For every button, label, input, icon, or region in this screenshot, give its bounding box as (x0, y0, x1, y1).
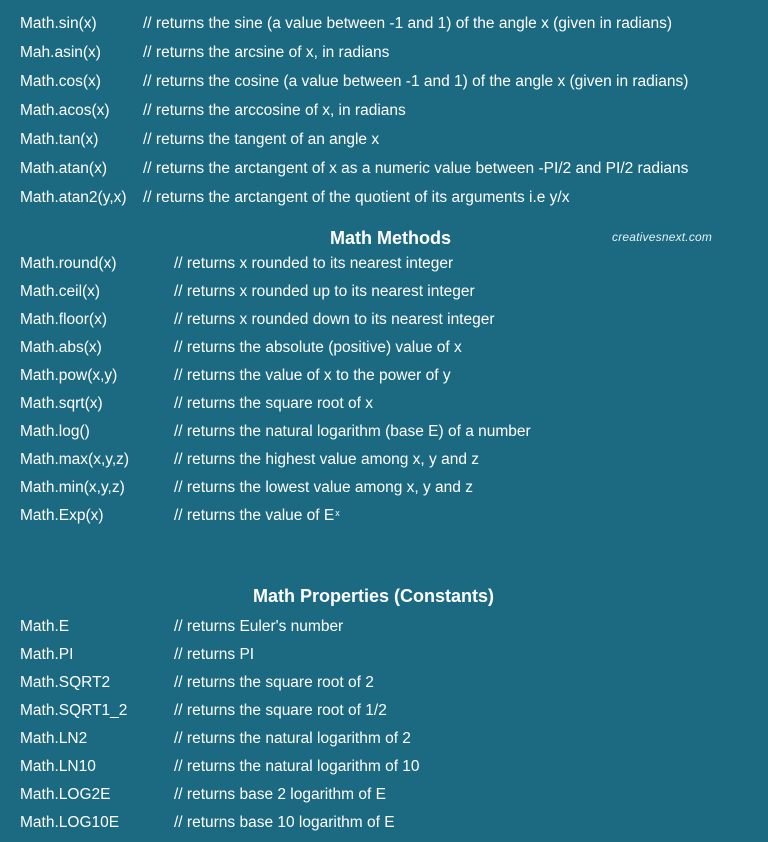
function-description: // returns the sine (a value between -1 and 1) of the angle x (given in radians) (143, 15, 673, 32)
property-name: Math.LN10 (20, 758, 96, 775)
section-title-math-properties: Math Properties (Constants) (253, 586, 495, 606)
function-name: Math.floor(x) (20, 311, 107, 328)
function-name: Math.cos(x) (20, 73, 101, 90)
property-description: // returns base 10 logarithm of E (174, 814, 395, 831)
function-description (174, 505, 340, 527)
function-description: // returns the highest value among x, y and z (174, 451, 480, 468)
function-name: Math.round(x) (20, 255, 117, 272)
function-description: // returns the arctangent of x as a numeric value between -PI/2 and PI/2 radians (143, 160, 689, 177)
function-name: Math.acos(x) (20, 102, 110, 119)
function-name: Math.abs(x) (20, 339, 102, 356)
watermark: creativesnext.com (612, 230, 713, 244)
function-name: Math.log() (20, 423, 90, 440)
function-name: Math.sin(x) (20, 15, 97, 32)
property-name: Math.PI (20, 646, 74, 663)
property-name: Math.LOG2E (20, 786, 111, 803)
function-name: Math.atan2(y,x) (20, 189, 127, 206)
section-title-math-methods: Math Methods (330, 228, 451, 248)
function-name: Math.pow(x,y) (20, 367, 118, 384)
function-name: Math.Exp(x) (20, 507, 104, 524)
property-name: Math.LN2 (20, 730, 88, 747)
function-name: Math.max(x,y,z) (20, 451, 130, 468)
exponent: x (335, 508, 340, 518)
property-name: Math.SQRT2 (20, 674, 111, 691)
function-description: // returns the absolute (positive) value of x (174, 339, 462, 356)
function-description: // returns x rounded up to its nearest integer (174, 283, 475, 300)
function-name: Math.min(x,y,z) (20, 479, 125, 496)
function-description: // returns the arctangent of the quotient of its arguments i.e y/x (143, 189, 570, 206)
property-name: Math.SQRT1_2 (20, 702, 128, 719)
function-name: Math.sqrt(x) (20, 395, 103, 412)
function-description: // returns the arcsine of x, in radians (143, 44, 390, 61)
property-description: // returns base 2 logarithm of E (174, 786, 386, 803)
function-name: Mah.asin(x) (20, 44, 101, 61)
property-name: Math.E (20, 618, 70, 635)
property-description: // returns Euler's number (174, 618, 344, 635)
property-description: // returns PI (174, 646, 255, 663)
function-description: // returns x rounded down to its nearest integer (174, 311, 495, 328)
property-description: // returns the natural logarithm of 2 (174, 730, 411, 747)
property-name: Math.LOG10E (20, 814, 120, 831)
function-description: // returns the natural logarithm (base E) of a number (174, 423, 531, 440)
function-description: // returns the tangent of an angle x (143, 131, 380, 148)
function-name: Math.ceil(x) (20, 283, 101, 300)
function-description: // returns the lowest value among x, y and z (174, 479, 473, 496)
property-description: // returns the square root of 1/2 (174, 702, 387, 719)
function-name: Math.tan(x) (20, 131, 99, 148)
function-description: // returns x rounded to its nearest integer (174, 255, 454, 272)
property-description: // returns the natural logarithm of 10 (174, 758, 420, 775)
function-name: Math.atan(x) (20, 160, 108, 177)
property-description: // returns the square root of 2 (174, 674, 374, 691)
function-description: // returns the cosine (a value between -1 and 1) of the angle x (given in radians) (143, 73, 689, 90)
function-description: // returns the arccosine of x, in radians (143, 102, 406, 119)
function-description: // returns the square root of x (174, 395, 374, 412)
description-text: // returns the value of E (174, 507, 335, 524)
function-description: // returns the value of x to the power of y (174, 367, 451, 384)
